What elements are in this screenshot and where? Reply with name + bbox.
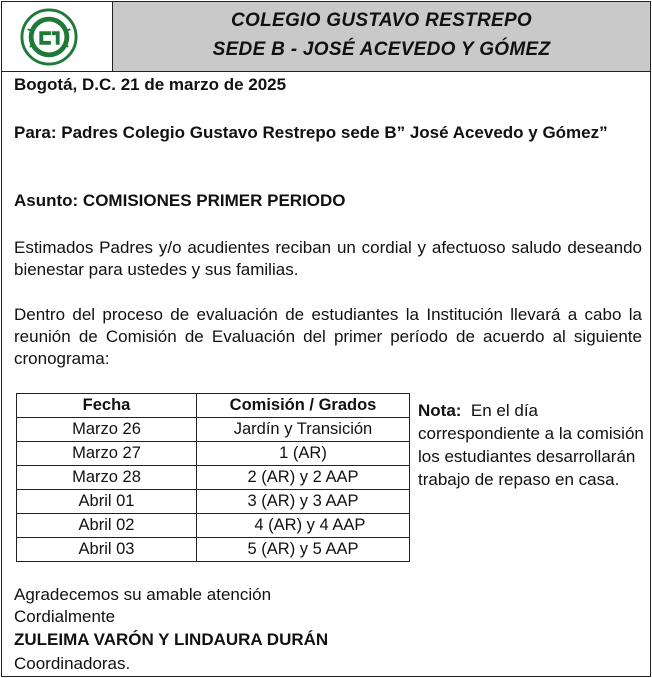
schedule-table [16, 393, 410, 562]
school-crest-icon [20, 8, 78, 66]
place-date: Bogotá, D.C. 21 de marzo de 2025 [14, 75, 287, 94]
commission-cell: 2 (AR) y 2 AAP [197, 466, 410, 490]
table-row [17, 466, 410, 490]
column-header-date: Fecha [17, 394, 197, 418]
signers: ZULEIMA VARÓN Y LINDAURA DURÁN [14, 630, 329, 649]
date-cell: Abril 02 [17, 514, 197, 538]
note-block [418, 399, 649, 491]
column-header-commission: Comisión / Grados [197, 394, 410, 418]
commission-cell: 3 (AR) y 3 AAP [197, 490, 410, 514]
commission-cell: 4 (AR) y 4 AAP [197, 514, 410, 538]
branch-name: SEDE B - JOSÉ ACEVEDO Y GÓMEZ [212, 39, 551, 60]
date-cell: Marzo 26 [17, 418, 197, 442]
commission-cell: Jardín y Transición [197, 418, 410, 442]
salutation: Cordialmente [14, 607, 116, 626]
commission-cell: 1 (AR) [197, 442, 410, 466]
table-row [17, 514, 410, 538]
subject: Asunto: COMISIONES PRIMER PERIODO [14, 191, 346, 210]
logo-cell [2, 2, 113, 71]
recipient: Para: Padres Colegio Gustavo Restrepo sede B” José Acevedo y Gómez” [14, 123, 608, 142]
signers-role: Coordinadoras. [14, 654, 131, 673]
table-row [17, 442, 410, 466]
table-row [17, 418, 410, 442]
school-name: COLEGIO GUSTAVO RESTREPO [230, 10, 533, 31]
date-cell: Abril 01 [17, 490, 197, 514]
intro-paragraph: Dentro del proceso de evaluación de estudiantes la Institución llevará a cabo la reunión de Comisión de Evaluación del primer período de acuerdo al siguiente cronograma: [14, 305, 642, 368]
date-cell: Marzo 28 [17, 466, 197, 490]
commission-cell: 5 (AR) y 5 AAP [197, 538, 410, 562]
greeting-paragraph: Estimados Padres y/o acudientes reciban un cordial y afectuoso saludo deseando bienestar para ustedes y sus familias. [14, 238, 642, 279]
header-title-band [113, 2, 650, 71]
date-cell: Marzo 27 [17, 442, 197, 466]
table-header-row [17, 394, 410, 418]
table-row [17, 490, 410, 514]
thanks-line: Agradecemos su amable atención [14, 585, 272, 604]
letter-header [2, 2, 650, 72]
date-cell: Abril 03 [17, 538, 197, 562]
note-text: En el día correspondiente a la comisión los estudiantes desarrollarán trabajo de repaso en casa. [418, 401, 649, 489]
note-label: Nota: [418, 401, 462, 420]
letter-page [1, 1, 651, 677]
table-row [17, 538, 410, 562]
